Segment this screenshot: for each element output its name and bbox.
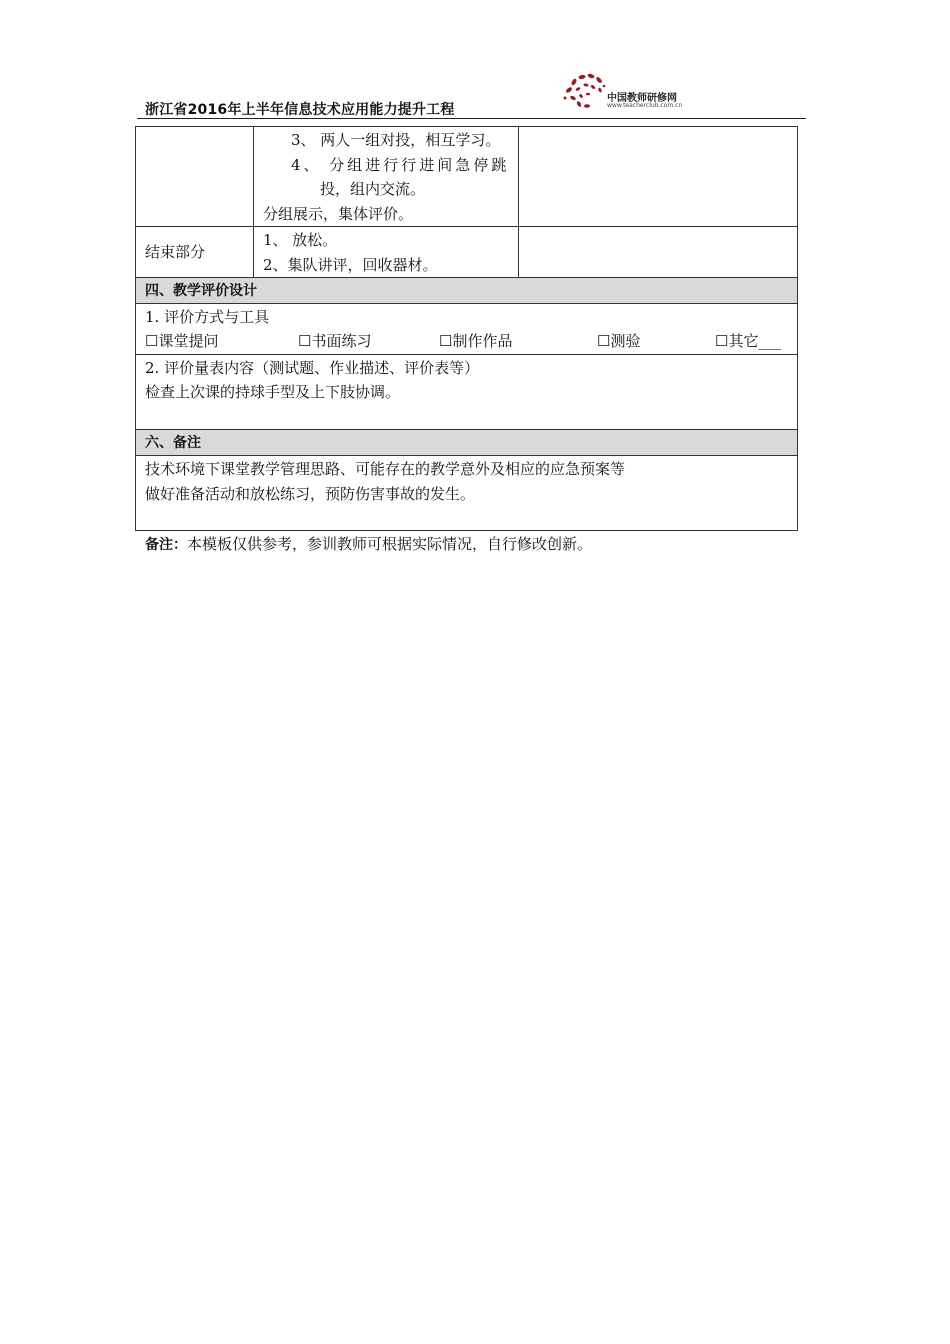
continued-line-3: 投，组内交流。: [320, 180, 426, 198]
evaluation-methods-cell: [135, 303, 798, 355]
remarks-line-1: 技术环境下课堂教学管理思路、可能存在的教学意外及相应的应急预案等: [145, 460, 626, 478]
end-notes-cell: [518, 226, 798, 278]
option-other[interactable]: ☐其它___: [715, 332, 781, 350]
remarks-line-2: 做好准备活动和放松练习，预防伤害事故的发生。: [145, 485, 476, 503]
logo-url: www.teacherclub.com.cn: [607, 102, 683, 109]
continued-notes-cell: [518, 126, 798, 227]
continued-label-cell: [135, 126, 254, 227]
option-written-exercise[interactable]: ☐书面练习: [298, 332, 372, 350]
teacherclub-logo: [561, 68, 711, 114]
evaluation-rubric-content: 检查上次课的持球手型及上下肢协调。: [145, 383, 401, 401]
option-test[interactable]: ☐测验: [597, 332, 641, 350]
section4-heading-row: [135, 277, 798, 304]
continued-line-2: 4、 分组进行行进间急停跳: [291, 156, 510, 174]
evaluation-methods-subhead: 1. 评价方式与工具: [145, 308, 270, 326]
continued-line-4: 分组展示，集体评价。: [263, 205, 414, 223]
evaluation-rubric-subhead: 2. 评价量表内容（测试题、作业描述、评价表等）: [145, 359, 480, 377]
document-header-title: 浙江省2016年上半年信息技术应用能力提升工程: [145, 102, 455, 118]
footer-note-label: 备注：: [145, 537, 187, 553]
end-label-cell: [135, 226, 254, 278]
evaluation-rubric-cell: [135, 354, 798, 430]
option-classroom-questioning[interactable]: ☐课堂提问: [145, 332, 219, 350]
continued-content-cell: [253, 126, 519, 227]
footer-note-text: 本模板仅供参考，参训教师可根据实际情况，自行修改创新。: [187, 535, 593, 553]
end-line-1: 1、 放松。: [263, 231, 338, 249]
logo-flower-icon: [561, 68, 607, 114]
logo-name: 中国教师研修网: [607, 93, 677, 104]
footer-note: [145, 532, 592, 557]
section6-heading-row: [135, 429, 798, 456]
section6-heading: 六、备注: [145, 435, 201, 451]
remarks-cell: [135, 455, 798, 531]
header-divider: [137, 118, 806, 119]
end-section-label: 结束部分: [145, 243, 206, 261]
section4-heading: 四、教学评价设计: [145, 283, 257, 299]
end-content-cell: [253, 226, 519, 278]
end-line-2: 2、集队讲评，回收器材。: [263, 256, 438, 274]
option-production-work[interactable]: ☐制作作品: [439, 332, 513, 350]
continued-line-1: 3、 两人一组对投，相互学习。: [291, 131, 501, 149]
